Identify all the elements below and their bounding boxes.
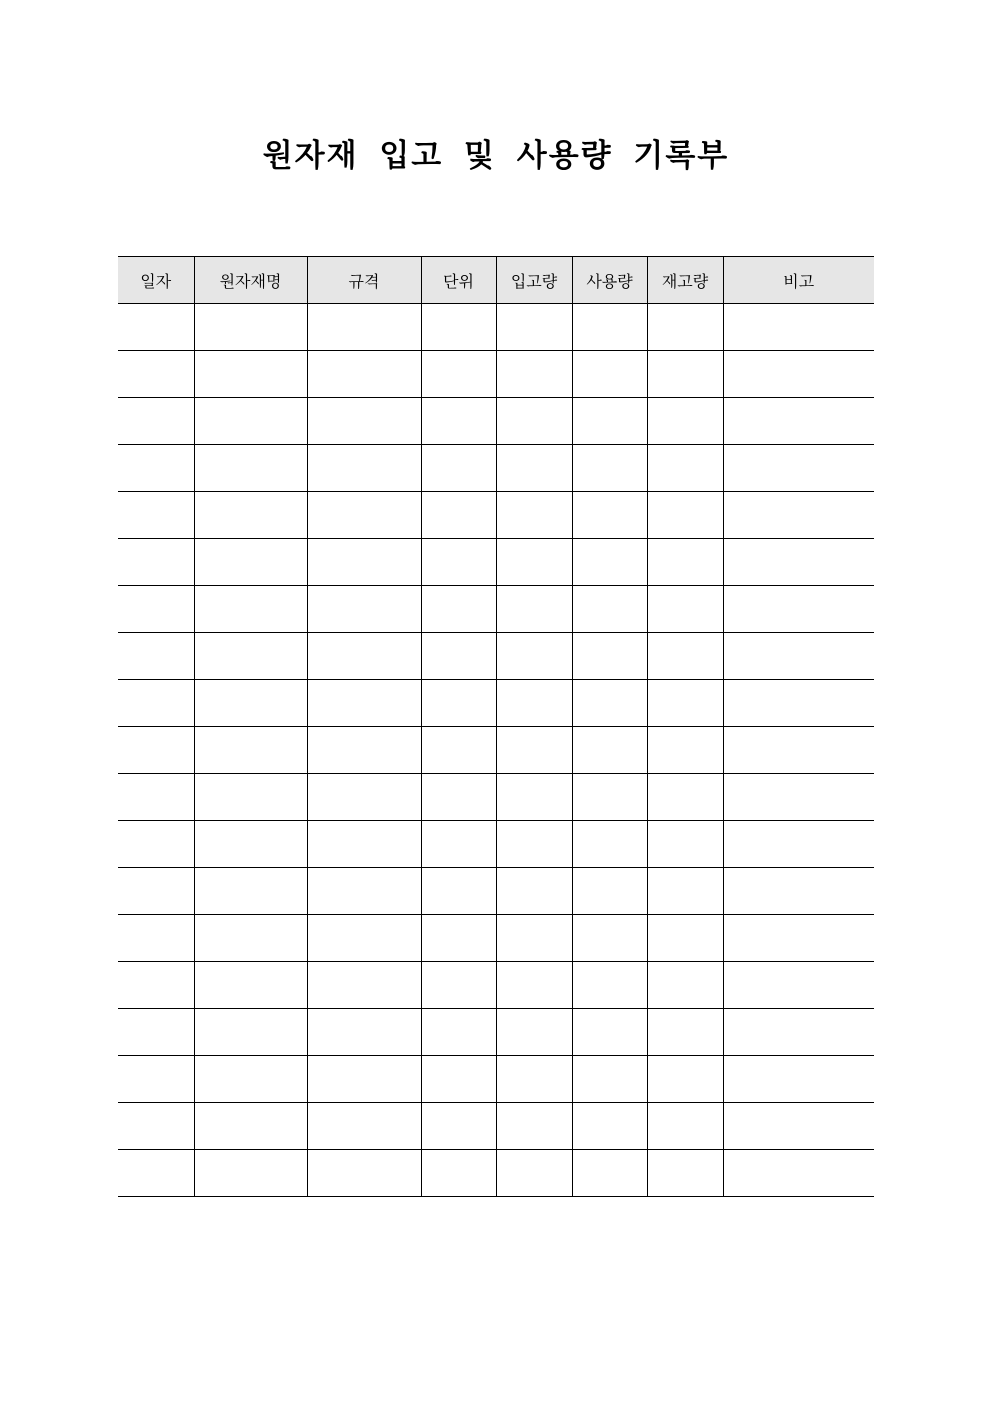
unit-cell[interactable] — [421, 821, 496, 868]
date-cell[interactable] — [118, 539, 194, 586]
stock-qty-cell[interactable] — [647, 1150, 723, 1197]
specification-cell[interactable] — [307, 492, 421, 539]
stock-qty-cell[interactable] — [647, 1056, 723, 1103]
received-qty-cell[interactable] — [496, 1009, 572, 1056]
table-row — [118, 351, 874, 398]
used-qty-cell[interactable] — [572, 680, 647, 727]
column-header-material-name: 원자재명 — [194, 257, 307, 304]
received-qty-cell[interactable] — [496, 774, 572, 821]
remarks-cell[interactable] — [723, 586, 874, 633]
table-row — [118, 1056, 874, 1103]
unit-cell[interactable] — [421, 727, 496, 774]
stock-qty-cell[interactable] — [647, 1103, 723, 1150]
unit-cell[interactable] — [421, 1150, 496, 1197]
material-name-cell[interactable] — [194, 351, 307, 398]
specification-cell[interactable] — [307, 962, 421, 1009]
material-name-cell[interactable] — [194, 1103, 307, 1150]
stock-qty-cell[interactable] — [647, 586, 723, 633]
remarks-cell[interactable] — [723, 351, 874, 398]
used-qty-cell[interactable] — [572, 1056, 647, 1103]
used-qty-cell[interactable] — [572, 1009, 647, 1056]
table-row — [118, 915, 874, 962]
received-qty-cell[interactable] — [496, 539, 572, 586]
remarks-cell[interactable] — [723, 445, 874, 492]
unit-cell[interactable] — [421, 1056, 496, 1103]
remarks-cell[interactable] — [723, 1103, 874, 1150]
date-cell[interactable] — [118, 1009, 194, 1056]
remarks-cell[interactable] — [723, 680, 874, 727]
unit-cell[interactable] — [421, 304, 496, 351]
specification-cell[interactable] — [307, 774, 421, 821]
specification-cell[interactable] — [307, 539, 421, 586]
remarks-cell[interactable] — [723, 539, 874, 586]
stock-qty-cell[interactable] — [647, 304, 723, 351]
used-qty-cell[interactable] — [572, 868, 647, 915]
date-cell[interactable] — [118, 398, 194, 445]
table-row — [118, 962, 874, 1009]
used-qty-cell[interactable] — [572, 962, 647, 1009]
material-name-cell[interactable] — [194, 445, 307, 492]
stock-qty-cell[interactable] — [647, 398, 723, 445]
received-qty-cell[interactable] — [496, 398, 572, 445]
specification-cell[interactable] — [307, 821, 421, 868]
unit-cell[interactable] — [421, 680, 496, 727]
material-name-cell[interactable] — [194, 1009, 307, 1056]
unit-cell[interactable] — [421, 351, 496, 398]
column-header-received-qty: 입고량 — [496, 257, 572, 304]
stock-qty-cell[interactable] — [647, 774, 723, 821]
received-qty-cell[interactable] — [496, 821, 572, 868]
column-header-stock-qty: 재고량 — [647, 257, 723, 304]
specification-cell[interactable] — [307, 1009, 421, 1056]
unit-cell[interactable] — [421, 633, 496, 680]
used-qty-cell[interactable] — [572, 821, 647, 868]
date-cell[interactable] — [118, 304, 194, 351]
unit-cell[interactable] — [421, 539, 496, 586]
remarks-cell[interactable] — [723, 1056, 874, 1103]
used-qty-cell[interactable] — [572, 633, 647, 680]
specification-cell[interactable] — [307, 304, 421, 351]
table-row — [118, 727, 874, 774]
table-header-row — [118, 257, 874, 304]
table-row — [118, 586, 874, 633]
date-cell[interactable] — [118, 1103, 194, 1150]
remarks-cell[interactable] — [723, 915, 874, 962]
used-qty-cell[interactable] — [572, 1150, 647, 1197]
used-qty-cell[interactable] — [572, 1103, 647, 1150]
material-name-cell[interactable] — [194, 868, 307, 915]
table-row — [118, 304, 874, 351]
date-cell[interactable] — [118, 915, 194, 962]
date-cell[interactable] — [118, 586, 194, 633]
unit-cell[interactable] — [421, 1103, 496, 1150]
used-qty-cell[interactable] — [572, 727, 647, 774]
stock-qty-cell[interactable] — [647, 868, 723, 915]
received-qty-cell[interactable] — [496, 915, 572, 962]
table-row — [118, 539, 874, 586]
table-row — [118, 868, 874, 915]
stock-qty-cell[interactable] — [647, 821, 723, 868]
material-name-cell[interactable] — [194, 633, 307, 680]
table-row — [118, 821, 874, 868]
material-name-cell[interactable] — [194, 398, 307, 445]
specification-cell[interactable] — [307, 727, 421, 774]
received-qty-cell[interactable] — [496, 727, 572, 774]
received-qty-cell[interactable] — [496, 1056, 572, 1103]
date-cell[interactable] — [118, 680, 194, 727]
table-row — [118, 1009, 874, 1056]
remarks-cell[interactable] — [723, 962, 874, 1009]
material-name-cell[interactable] — [194, 304, 307, 351]
stock-qty-cell[interactable] — [647, 633, 723, 680]
remarks-cell[interactable] — [723, 1150, 874, 1197]
page-title: 원자재 입고 및 사용량 기록부 — [262, 138, 730, 174]
column-header-specification: 규격 — [307, 257, 421, 304]
table-row — [118, 774, 874, 821]
column-header-date: 일자 — [118, 257, 194, 304]
received-qty-cell[interactable] — [496, 868, 572, 915]
table-row — [118, 492, 874, 539]
specification-cell[interactable] — [307, 351, 421, 398]
unit-cell[interactable] — [421, 915, 496, 962]
material-name-cell[interactable] — [194, 1150, 307, 1197]
specification-cell[interactable] — [307, 633, 421, 680]
used-qty-cell[interactable] — [572, 492, 647, 539]
remarks-cell[interactable] — [723, 633, 874, 680]
remarks-cell[interactable] — [723, 868, 874, 915]
material-name-cell[interactable] — [194, 962, 307, 1009]
date-cell[interactable] — [118, 1150, 194, 1197]
used-qty-cell[interactable] — [572, 915, 647, 962]
received-qty-cell[interactable] — [496, 351, 572, 398]
remarks-cell[interactable] — [723, 727, 874, 774]
unit-cell[interactable] — [421, 868, 496, 915]
specification-cell[interactable] — [307, 680, 421, 727]
unit-cell[interactable] — [421, 398, 496, 445]
remarks-cell[interactable] — [723, 1009, 874, 1056]
table-row — [118, 680, 874, 727]
table-row — [118, 633, 874, 680]
received-qty-cell[interactable] — [496, 492, 572, 539]
date-cell[interactable] — [118, 351, 194, 398]
remarks-cell[interactable] — [723, 492, 874, 539]
unit-cell[interactable] — [421, 1009, 496, 1056]
used-qty-cell[interactable] — [572, 539, 647, 586]
stock-qty-cell[interactable] — [647, 445, 723, 492]
material-name-cell[interactable] — [194, 1056, 307, 1103]
stock-qty-cell[interactable] — [647, 1009, 723, 1056]
received-qty-cell[interactable] — [496, 586, 572, 633]
remarks-cell[interactable] — [723, 304, 874, 351]
stock-qty-cell[interactable] — [647, 539, 723, 586]
used-qty-cell[interactable] — [572, 586, 647, 633]
date-cell[interactable] — [118, 727, 194, 774]
remarks-cell[interactable] — [723, 774, 874, 821]
material-name-cell[interactable] — [194, 821, 307, 868]
received-qty-cell[interactable] — [496, 1103, 572, 1150]
remarks-cell[interactable] — [723, 821, 874, 868]
column-header-remarks: 비고 — [723, 257, 874, 304]
date-cell[interactable] — [118, 774, 194, 821]
unit-cell[interactable] — [421, 492, 496, 539]
used-qty-cell[interactable] — [572, 304, 647, 351]
unit-cell[interactable] — [421, 586, 496, 633]
table-row — [118, 398, 874, 445]
table-row — [118, 445, 874, 492]
date-cell[interactable] — [118, 868, 194, 915]
material-name-cell[interactable] — [194, 774, 307, 821]
specification-cell[interactable] — [307, 445, 421, 492]
received-qty-cell[interactable] — [496, 1150, 572, 1197]
unit-cell[interactable] — [421, 774, 496, 821]
specification-cell[interactable] — [307, 398, 421, 445]
stock-qty-cell[interactable] — [647, 962, 723, 1009]
material-name-cell[interactable] — [194, 680, 307, 727]
specification-cell[interactable] — [307, 1056, 421, 1103]
material-name-cell[interactable] — [194, 492, 307, 539]
used-qty-cell[interactable] — [572, 445, 647, 492]
table-body — [118, 304, 874, 1197]
material-name-cell[interactable] — [194, 915, 307, 962]
material-name-cell[interactable] — [194, 586, 307, 633]
date-cell[interactable] — [118, 821, 194, 868]
specification-cell[interactable] — [307, 1103, 421, 1150]
date-cell[interactable] — [118, 962, 194, 1009]
specification-cell[interactable] — [307, 868, 421, 915]
stock-qty-cell[interactable] — [647, 351, 723, 398]
material-name-cell[interactable] — [194, 727, 307, 774]
table-row — [118, 1103, 874, 1150]
table-row — [118, 1150, 874, 1197]
remarks-cell[interactable] — [723, 398, 874, 445]
date-cell[interactable] — [118, 633, 194, 680]
specification-cell[interactable] — [307, 915, 421, 962]
column-header-used-qty: 사용량 — [572, 257, 647, 304]
stock-qty-cell[interactable] — [647, 915, 723, 962]
material-name-cell[interactable] — [194, 539, 307, 586]
used-qty-cell[interactable] — [572, 774, 647, 821]
unit-cell[interactable] — [421, 445, 496, 492]
received-qty-cell[interactable] — [496, 962, 572, 1009]
date-cell[interactable] — [118, 445, 194, 492]
used-qty-cell[interactable] — [572, 351, 647, 398]
specification-cell[interactable] — [307, 586, 421, 633]
stock-qty-cell[interactable] — [647, 680, 723, 727]
material-ledger-table — [118, 256, 874, 1197]
stock-qty-cell[interactable] — [647, 492, 723, 539]
unit-cell[interactable] — [421, 962, 496, 1009]
date-cell[interactable] — [118, 1056, 194, 1103]
stock-qty-cell[interactable] — [647, 727, 723, 774]
received-qty-cell[interactable] — [496, 445, 572, 492]
received-qty-cell[interactable] — [496, 633, 572, 680]
received-qty-cell[interactable] — [496, 680, 572, 727]
used-qty-cell[interactable] — [572, 398, 647, 445]
specification-cell[interactable] — [307, 1150, 421, 1197]
received-qty-cell[interactable] — [496, 304, 572, 351]
column-header-unit: 단위 — [421, 257, 496, 304]
date-cell[interactable] — [118, 492, 194, 539]
